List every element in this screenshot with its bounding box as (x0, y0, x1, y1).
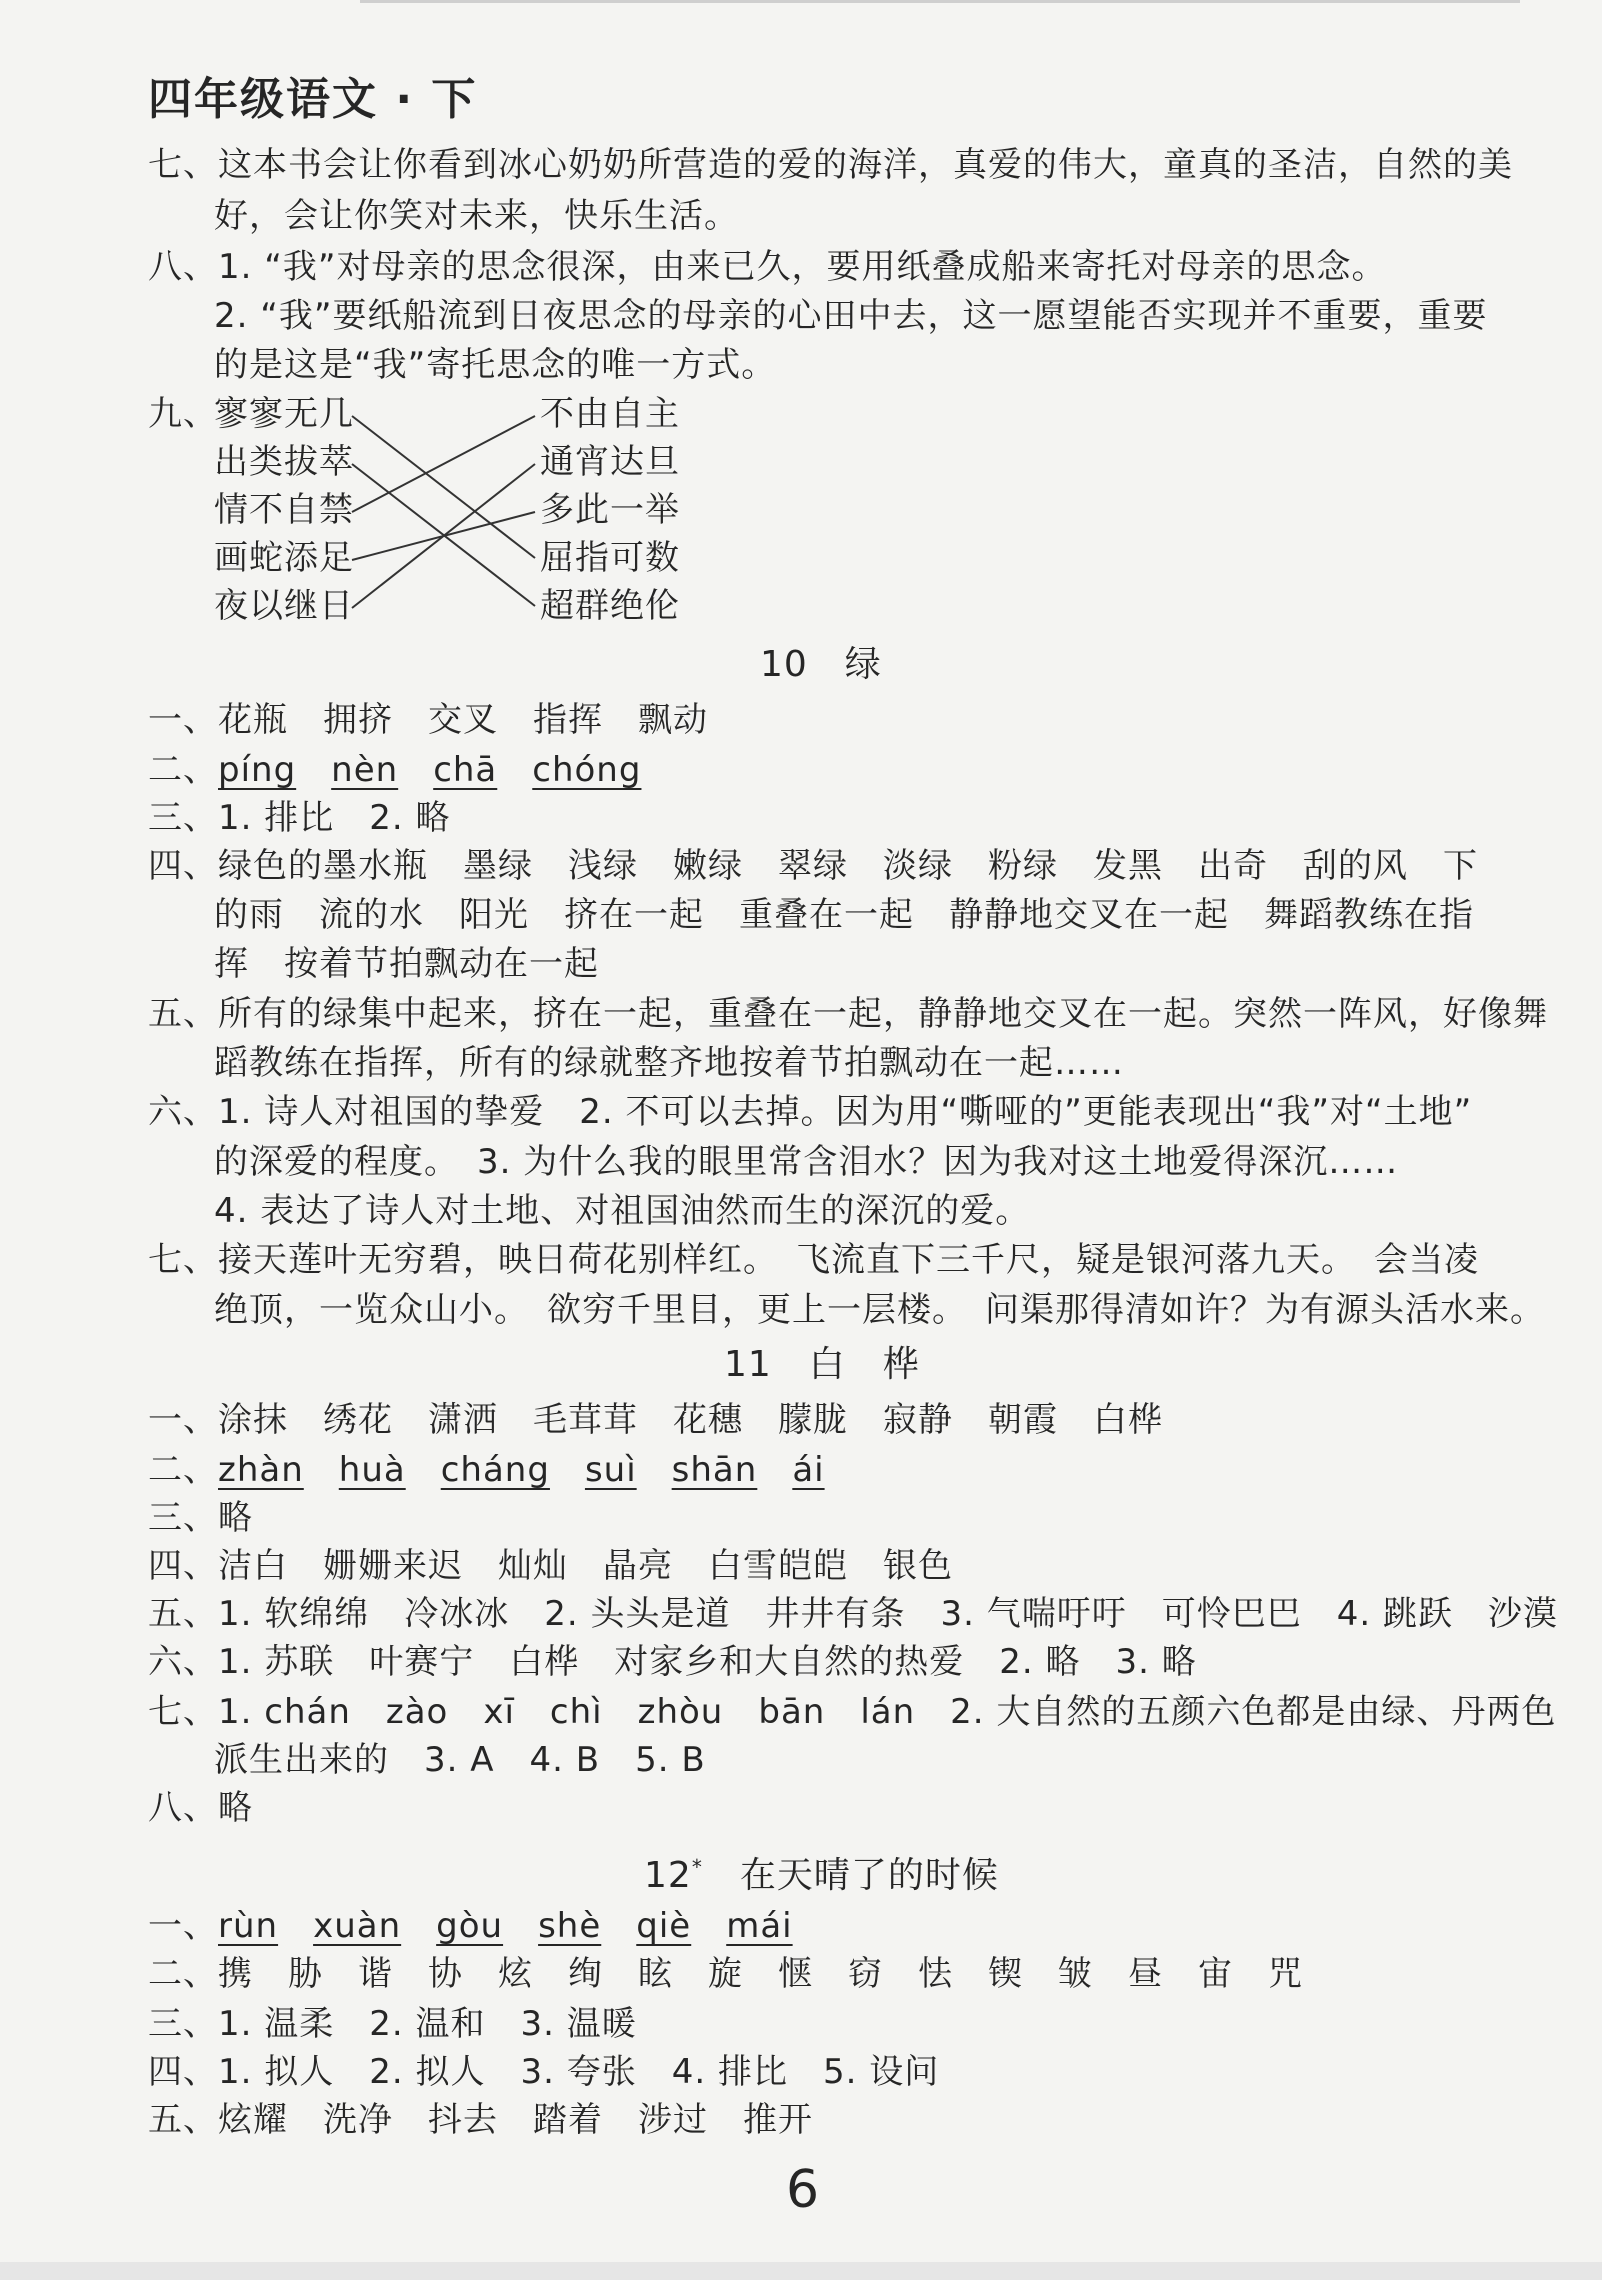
pinyin-answer: suì (584, 1450, 637, 1490)
pinyin-answer: ái (792, 1450, 825, 1490)
lesson-12-text: 在天晴了的时候 (739, 1855, 999, 1896)
l11-q3: 三、略 (148, 1498, 253, 1538)
lesson-10-title: 10 绿 (760, 644, 882, 685)
pinyin-answer: shān (671, 1450, 758, 1490)
l10-q4-line3: 挥 按着节拍飘动在一起 (214, 944, 599, 984)
l11-q2-prefix: 二、 (148, 1450, 218, 1490)
pinyin-answer: mái (726, 1906, 793, 1946)
lesson-11-title: 11 白 桦 (724, 1344, 920, 1385)
match-line-3 (352, 416, 535, 512)
l10-q3: 三、1. 排比 2. 略 (148, 798, 451, 838)
prev-q9-prefix: 九、 (148, 394, 218, 434)
l12-q3: 三、1. 温柔 2. 温和 3. 温暖 (148, 2004, 637, 2044)
pinyin-answer: gòu (436, 1906, 504, 1946)
l11-q7-line1: 七、1. chán zào xī chì zhòu bān lán 2. 大自然的五颜六色都是由绿、丹两色 (148, 1692, 1557, 1732)
match-left-3: 情不自禁 (214, 490, 354, 530)
l11-q6: 六、1. 苏联 叶赛宁 白桦 对家乡和大自然的热爱 2. 略 3. 略 (148, 1642, 1197, 1682)
match-right-5: 超群绝伦 (540, 586, 680, 626)
prev-q7-line1: 七、这本书会让你看到冰心奶奶所营造的爱的海洋，真爱的伟大，童真的圣洁，自然的美 (148, 145, 1513, 185)
match-right-3: 多此一举 (540, 490, 680, 530)
l11-q4: 四、洁白 姗姗来迟 灿灿 晶亮 白雪皑皑 银色 (148, 1546, 953, 1586)
page-header: 四年级语文 · 下 (148, 74, 478, 125)
pinyin-answer: nèn (331, 750, 399, 790)
l10-q2-prefix: 二、 (148, 750, 218, 790)
pinyin-answer: xuàn (313, 1906, 402, 1946)
match-left-5: 夜以继日 (214, 586, 354, 626)
pinyin-answer: rùn (218, 1906, 279, 1946)
lesson-12-title (644, 1845, 999, 1898)
l12-q4: 四、1. 拟人 2. 拟人 3. 夸张 4. 排比 5. 设问 (148, 2052, 940, 2092)
match-right-2: 通宵达旦 (540, 442, 680, 482)
l11-q5: 五、1. 软绵绵 冷冰冰 2. 头头是道 井井有条 3. 气喘吁吁 可怜巴巴 4. 跳跃 沙漠 (148, 1594, 1558, 1634)
l11-q2 (148, 1448, 825, 1492)
l10-q5-line2: 蹈教练在指挥，所有的绿就整齐地按着节拍飘动在一起…… (214, 1043, 1124, 1083)
prev-q8-line2: 2. “我”要纸船流到日夜思念的母亲的心田中去，这一愿望能否实现并不重要，重要 (214, 296, 1488, 336)
l12-q1 (148, 1904, 793, 1948)
lesson-12-star: * (691, 1855, 703, 1879)
pinyin-answer: qiè (636, 1906, 692, 1946)
l10-q6-line2: 的深爱的程度。 3. 为什么我的眼里常含泪水？因为我对这土地爱得深沉…… (214, 1142, 1399, 1182)
l12-q5: 五、炫耀 洗净 抖去 踏着 涉过 推开 (148, 2100, 813, 2140)
pinyin-answer: huà (338, 1450, 406, 1490)
l10-q5-line1: 五、所有的绿集中起来，挤在一起，重叠在一起，静静地交叉在一起。突然一阵风，好像舞 (148, 994, 1548, 1034)
l10-q4-line1: 四、绿色的墨水瓶 墨绿 浅绿 嫩绿 翠绿 淡绿 粉绿 发黑 出奇 刮的风 下 (148, 846, 1478, 886)
l11-q1: 一、涂抹 绣花 潇洒 毛茸茸 花穗 朦胧 寂静 朝霞 白桦 (148, 1400, 1163, 1440)
pinyin-answer: cháng (440, 1450, 550, 1490)
match-right-4: 屈指可数 (540, 538, 680, 578)
match-left-4: 画蛇添足 (214, 538, 354, 578)
l10-q1: 一、花瓶 拥挤 交叉 指挥 飘动 (148, 700, 708, 740)
l10-q6-line3: 4. 表达了诗人对土地、对祖国油然而生的深沉的爱。 (214, 1191, 1031, 1231)
l10-q2 (148, 748, 641, 792)
l10-q4-line2: 的雨 流的水 阳光 挤在一起 重叠在一起 静静地交叉在一起 舞蹈教练在指 (214, 895, 1474, 935)
match-left-1: 寥寥无几 (214, 394, 354, 434)
pinyin-answer: chóng (532, 750, 642, 790)
l10-q7-line1: 七、接天莲叶无穷碧，映日荷花别样红。 飞流直下三千尺，疑是银河落九天。 会当凌 (148, 1240, 1479, 1280)
pinyin-answer: shè (538, 1906, 602, 1946)
pinyin-answer: chā (433, 750, 498, 790)
prev-q7-line2: 好，会让你笑对未来，快乐生活。 (214, 196, 739, 236)
prev-q8-line3: 的是这是“我”寄托思念的唯一方式。 (214, 345, 777, 385)
pinyin-answer: zhàn (218, 1450, 304, 1490)
lesson-12-number: 12 (644, 1855, 692, 1896)
match-left-2: 出类拔萃 (214, 442, 354, 482)
page-number: 6 (786, 2160, 821, 2220)
match-right-1: 不由自主 (540, 394, 680, 434)
l11-q7-line2: 派生出来的 3. A 4. B 5. B (214, 1740, 706, 1780)
l10-q7-line2: 绝顶，一览众山小。 欲穷千里目，更上一层楼。 问渠那得清如许？为有源头活水来。 (214, 1290, 1545, 1330)
l12-q1-prefix: 一、 (148, 1906, 218, 1946)
l12-q2: 二、携 胁 谐 协 炫 绚 眩 旋 惬 窃 怯 锲 皱 昼 宙 咒 (148, 1954, 1303, 1994)
l10-q6-line1: 六、1. 诗人对祖国的挚爱 2. 不可以去掉。因为用“嘶哑的”更能表现出“我”对“土地” (148, 1092, 1473, 1132)
pinyin-answer: píng (218, 750, 297, 790)
prev-q8-line1: 八、1. “我”对母亲的思念很深，由来已久，要用纸叠成船来寄托对母亲的思念。 (148, 247, 1387, 287)
l11-q8: 八、略 (148, 1788, 253, 1828)
bottom-edge (0, 2262, 1602, 2280)
